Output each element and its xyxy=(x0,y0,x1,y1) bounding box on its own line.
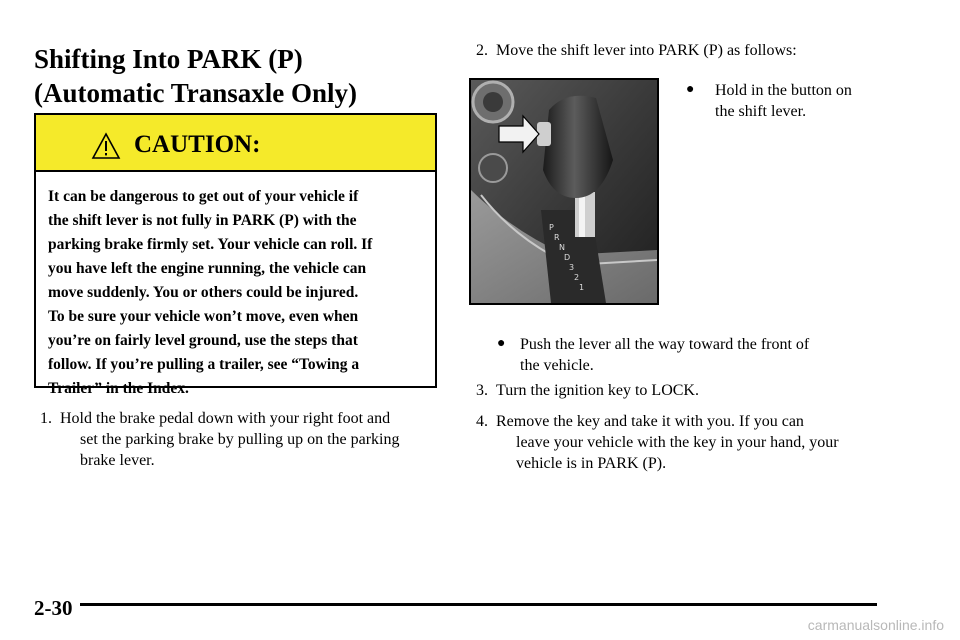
caution-line: move suddenly. You or others could be injured. xyxy=(48,284,359,301)
shift-letter: N xyxy=(559,243,565,252)
shift-letter: 2 xyxy=(574,273,580,282)
caution-line: parking brake firmly set. Your vehicle can roll. If xyxy=(48,236,373,253)
shift-letter: D xyxy=(564,253,571,262)
shift-lever-photo xyxy=(469,78,659,305)
caution-text xyxy=(36,172,433,401)
footer-rule xyxy=(80,603,877,606)
shift-letter: 1 xyxy=(579,283,585,292)
caution-box xyxy=(34,113,437,397)
caution-line: you’re on fairly level ground, use the steps that xyxy=(48,332,358,349)
caution-line: It can be dangerous to get out of your vehicle if xyxy=(48,188,359,205)
step-number: 1. xyxy=(40,410,52,427)
step-line: brake lever. xyxy=(80,452,155,469)
step-line: Move the shift lever into PARK (P) as follows: xyxy=(496,42,797,59)
watermark: carmanualsonline.info xyxy=(807,617,944,633)
bullet-icon: ● xyxy=(686,82,695,97)
shift-letter: 3 xyxy=(569,263,575,272)
step-2 xyxy=(476,40,797,61)
step-3 xyxy=(476,380,699,401)
step-line: leave your vehicle with the key in your hand, your xyxy=(516,434,839,451)
step-line: Turn the ignition key to LOCK. xyxy=(496,382,699,399)
bullet-line: Hold in the button on xyxy=(715,82,852,99)
step-number: 2. xyxy=(476,42,488,59)
title-line-2: (Automatic Transaxle Only) xyxy=(34,78,357,108)
shift-lever-illustration xyxy=(471,80,657,303)
caution-line: the shift lever is not fully in PARK (P) with the xyxy=(48,212,357,229)
shift-letter: P xyxy=(549,223,554,232)
step-1 xyxy=(40,408,399,471)
title-line-1: Shifting Into PARK (P) xyxy=(34,44,303,74)
caution-line: Trailer” in the Index. xyxy=(48,380,189,397)
step-line: set the parking brake by pulling up on the parking xyxy=(80,431,400,448)
shift-letter: R xyxy=(554,233,560,242)
page-number: 2-30 xyxy=(34,596,73,620)
warning-triangle-icon xyxy=(91,132,121,160)
caution-line: follow. If you’re pulling a trailer, see “Towing a xyxy=(48,356,360,373)
bullet-line: the shift lever. xyxy=(715,103,807,120)
page-title xyxy=(34,42,424,110)
step-line: Hold the brake pedal down with your right foot and xyxy=(60,410,391,427)
bullet-line: the vehicle. xyxy=(520,357,594,374)
step-number: 3. xyxy=(476,382,488,399)
bullet-line: Push the lever all the way toward the front of xyxy=(520,336,810,353)
step-number: 4. xyxy=(476,413,488,430)
caution-header xyxy=(36,115,435,172)
caution-line: To be sure your vehicle won’t move, even when xyxy=(48,308,359,325)
step-4 xyxy=(476,411,839,474)
bullet-item xyxy=(520,334,809,376)
bullet-icon: ● xyxy=(497,336,506,351)
bullet-item xyxy=(715,80,852,122)
step-line: Remove the key and take it with you. If you can xyxy=(496,413,804,430)
caution-line: you have left the engine running, the vehicle can xyxy=(48,260,367,277)
step-line: vehicle is in PARK (P). xyxy=(516,455,667,472)
caution-title: CAUTION: xyxy=(134,131,261,158)
